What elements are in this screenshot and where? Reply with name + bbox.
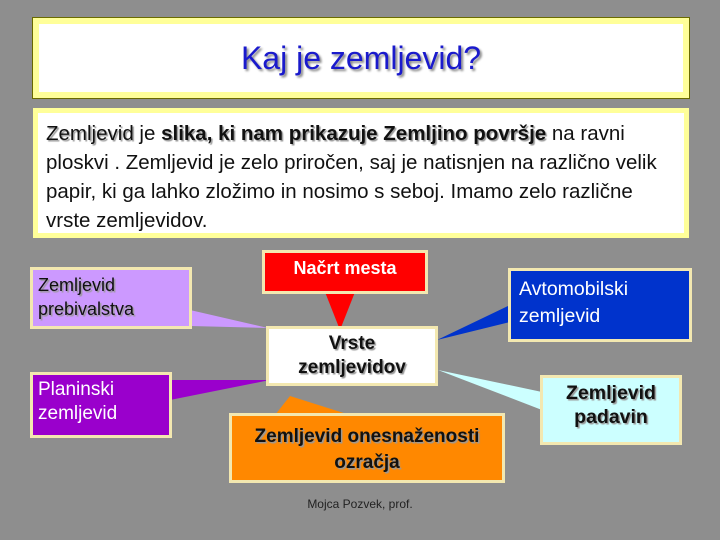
- pointer-planinski: [170, 380, 270, 400]
- author-credit: Mojca Pozvek, prof.: [307, 497, 413, 511]
- pointer-prebivalstva: [190, 310, 268, 328]
- callout-padavin: Zemljevid padavin: [540, 375, 682, 445]
- title-box: [33, 18, 689, 98]
- pointer-avtomobilski: [437, 305, 510, 340]
- callout-vrste-zemljevidov: Vrste zemljevidov: [266, 326, 438, 386]
- callout-prebivalstva: Zemljevid prebivalstva: [30, 267, 192, 329]
- pointer-nacrt-mesta: [325, 292, 355, 330]
- intro-term: Zemljevid: [46, 122, 134, 145]
- callout-onesnazenosti: Zemljevid onesnaženosti ozračja: [229, 413, 505, 483]
- callout-avtomobilski: Avtomobilski zemljevid: [508, 268, 692, 342]
- intro-connector: je: [139, 122, 156, 145]
- intro-definition: slika, ki nam prikazuje Zemljino površje: [161, 122, 547, 145]
- pointer-padavin: [438, 370, 542, 410]
- callout-nacrt-mesta: Načrt mesta: [262, 250, 428, 294]
- callout-planinski: Planinski zemljevid: [30, 372, 172, 438]
- intro-rest: na ravni ploskvi . Zemljevid je zelo priročen, saj je natisnjen na različno velik papir, ki ga lahko zložimo in nosimo s seboj. Imamo zelo različne vrste zemljevidov.: [46, 122, 657, 232]
- intro-text-box: [33, 108, 689, 238]
- slide-title: Kaj je zemljevid?: [240, 39, 482, 76]
